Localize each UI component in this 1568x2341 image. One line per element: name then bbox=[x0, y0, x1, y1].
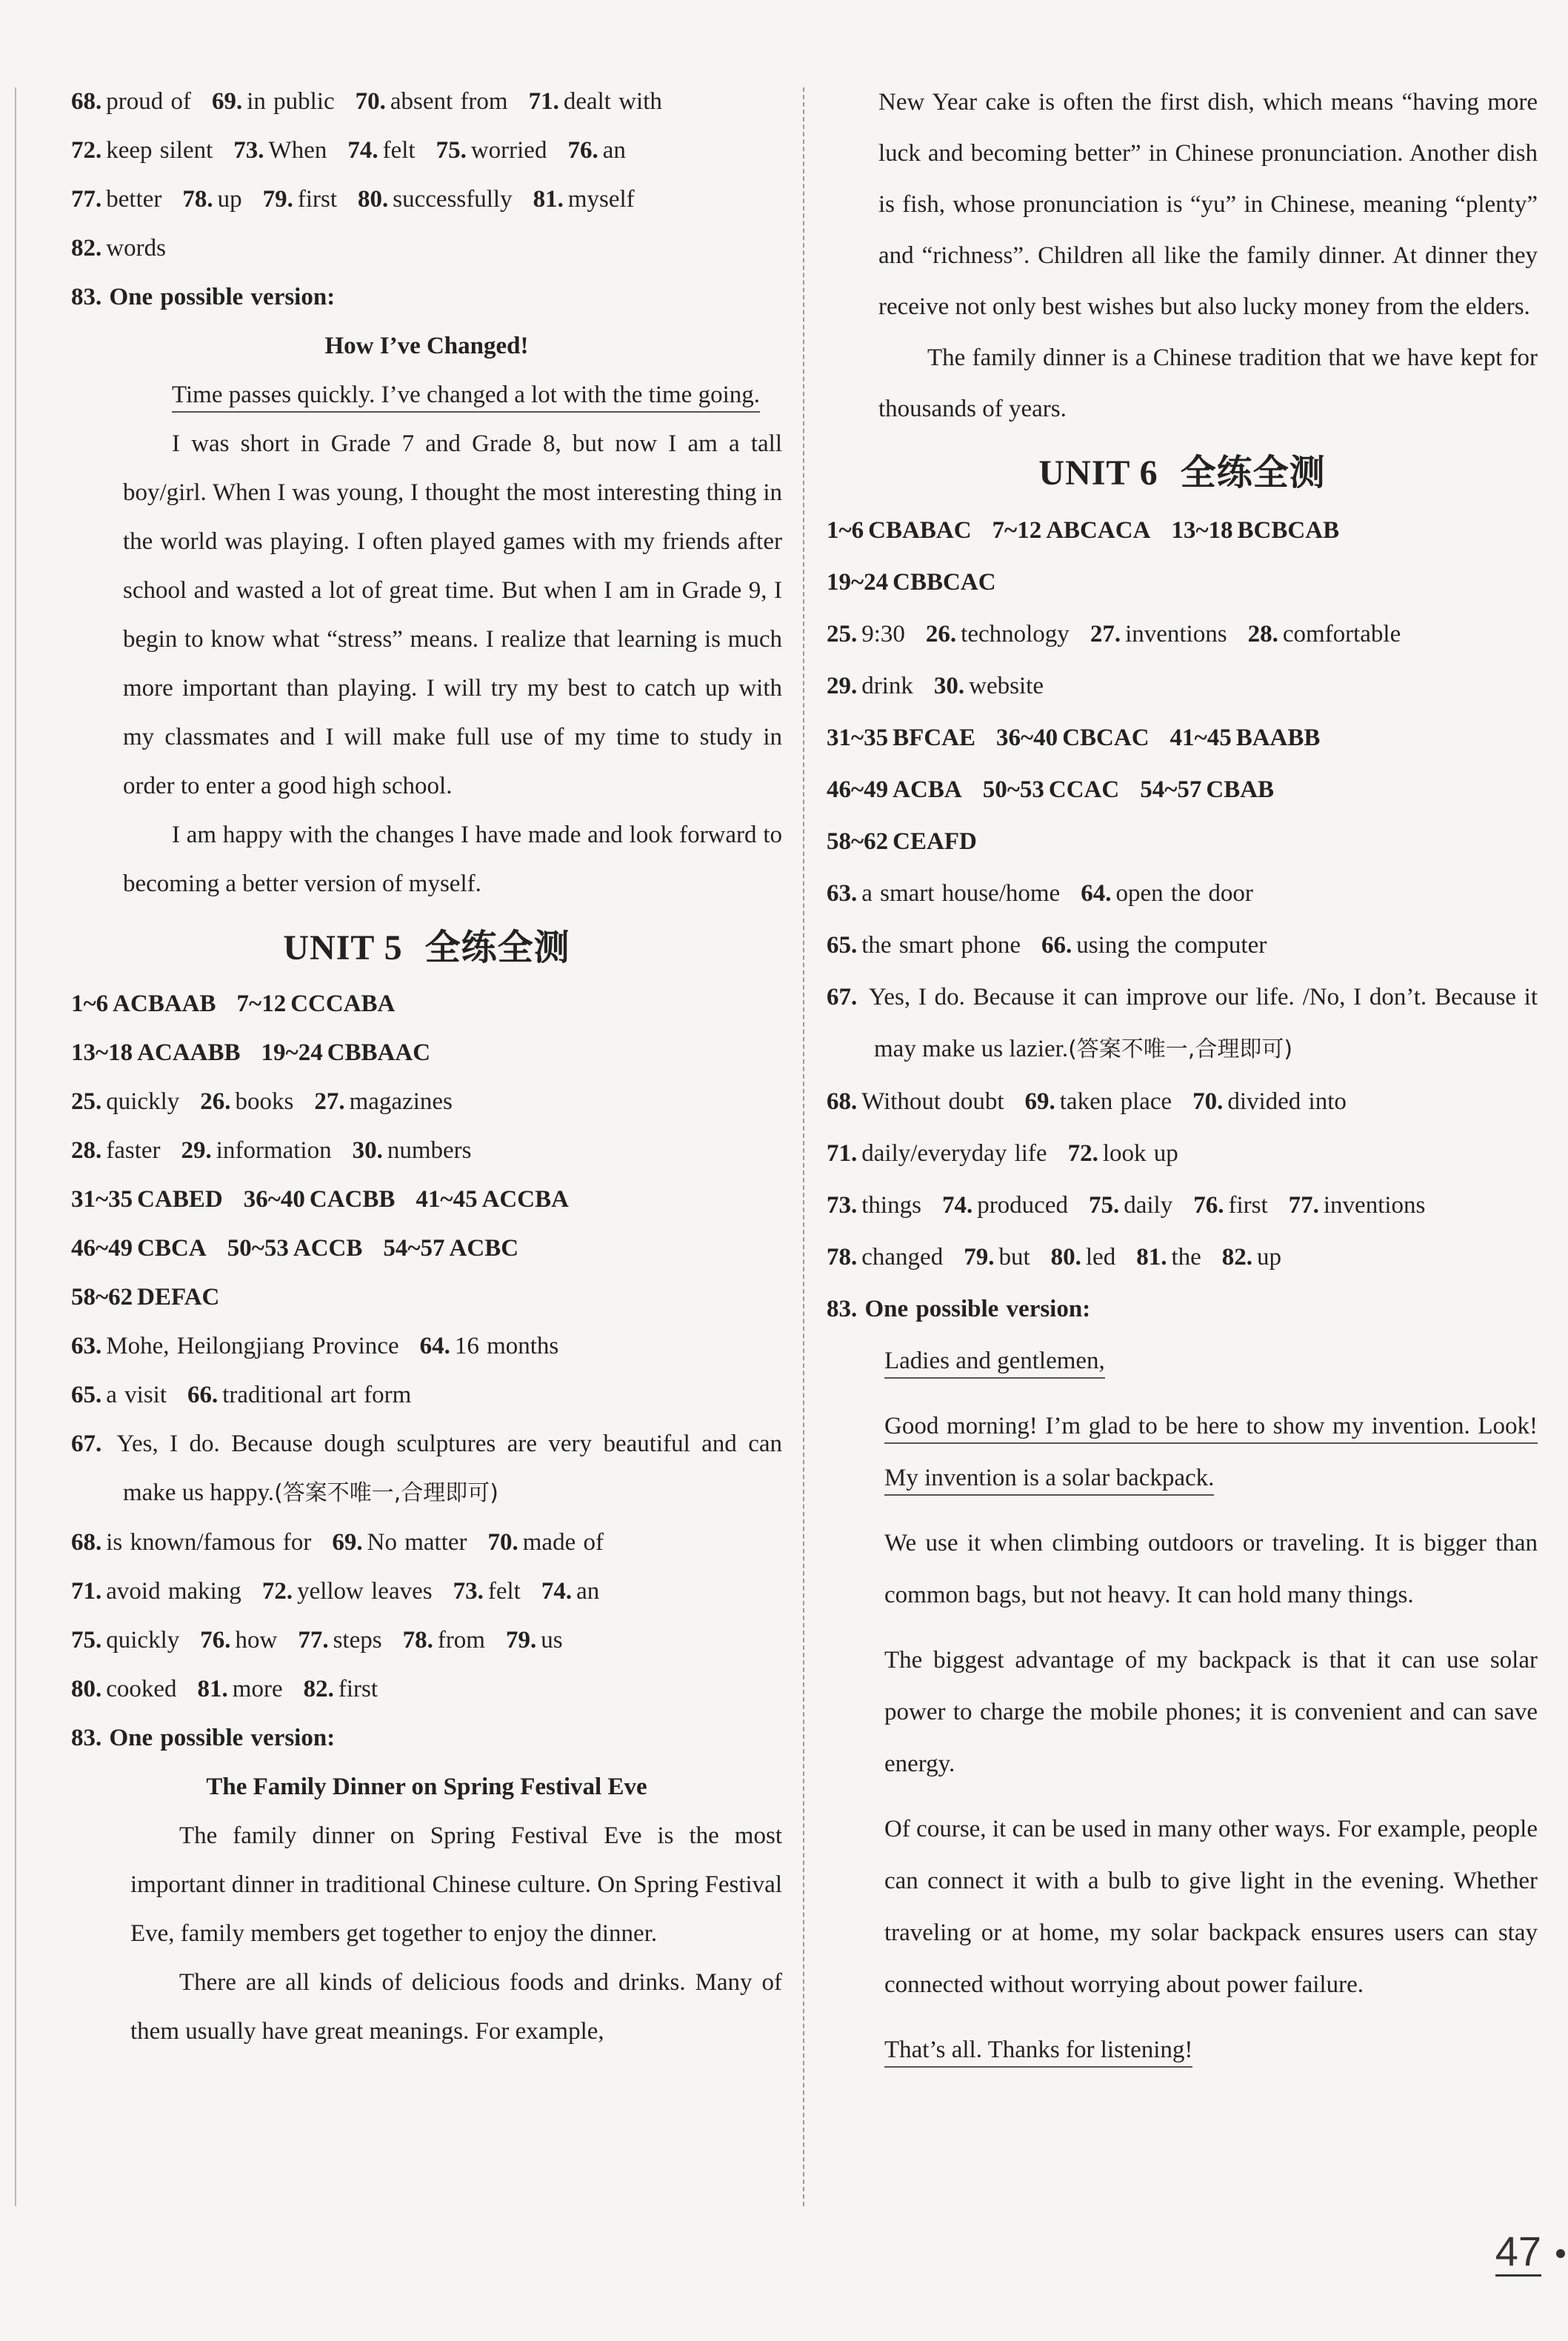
answer-number: 65. bbox=[71, 1382, 102, 1408]
answer-row bbox=[71, 979, 782, 1028]
answer-text: drink bbox=[861, 673, 913, 699]
answer-number: 75. bbox=[436, 137, 467, 164]
answer-text: absent from bbox=[390, 88, 508, 115]
answer-text: avoid making bbox=[106, 1578, 241, 1605]
answer-number: 69. bbox=[332, 1529, 363, 1556]
answer-number: 25. bbox=[71, 1088, 102, 1115]
answer-number: 79. bbox=[262, 186, 293, 213]
unit4-essay-para-2: I was short in Grade 7 and Grade 8, but now I am a tall boy/girl. When I was young, I thought the most interesting thing in the world was playing. I often played games with my friends after school and wasted a lot of great time. But when I am in Grade 9, I begin to know what “stress” means. I realize that learning is much more important than playing. I will try my best to catch up with my classmates and I will make full use of my time to study in order to enter a good high school. bbox=[123, 430, 782, 799]
answer-text: numbers bbox=[387, 1137, 472, 1164]
answer-text: inventions bbox=[1323, 1192, 1426, 1219]
answer-number: 73. bbox=[233, 137, 264, 164]
answer-number: 50~53 bbox=[982, 776, 1044, 803]
answer-row bbox=[71, 1273, 782, 1322]
left-column bbox=[71, 77, 782, 2056]
answer-number: 78. bbox=[402, 1627, 433, 1654]
unit4-essay-para-3: I am happy with the changes I have made and look forward to becoming a better version of myself. bbox=[123, 822, 782, 897]
answer-row bbox=[827, 1179, 1538, 1231]
answer-text: quickly bbox=[106, 1627, 180, 1654]
answer-number: 82. bbox=[71, 235, 102, 262]
unit5-essay-title: The Family Dinner on Spring Festival Eve bbox=[206, 1774, 647, 1800]
answer-row bbox=[827, 764, 1538, 816]
answer-row bbox=[827, 556, 1538, 608]
underlined-sentence: Time passes quickly. I’ve changed a lot with the time going. bbox=[172, 382, 760, 413]
answer-number: 1~6 bbox=[827, 517, 864, 544]
answer-number: 76. bbox=[1193, 1192, 1224, 1219]
answer-number: 13~18 bbox=[1171, 517, 1233, 544]
answer-text: made of bbox=[522, 1529, 604, 1556]
answer-text: using the computer bbox=[1076, 932, 1267, 959]
answer-text: how bbox=[235, 1627, 278, 1654]
unit4-essay-para-1 bbox=[71, 370, 782, 419]
answer-text: divided into bbox=[1227, 1088, 1347, 1115]
answer-text: BFCAE bbox=[893, 725, 976, 751]
answer-row bbox=[71, 1518, 782, 1567]
answer-number: 77. bbox=[1288, 1192, 1319, 1219]
answer-row bbox=[71, 1616, 782, 1665]
answer-text: No matter bbox=[367, 1529, 467, 1556]
answer-text: CBAB bbox=[1206, 776, 1275, 803]
speech-greeting-text: Ladies and gentlemen, bbox=[884, 1348, 1105, 1379]
unit5-essay-label: 83. One possible version: bbox=[71, 1725, 336, 1751]
answer-row bbox=[827, 919, 1538, 971]
answer-row bbox=[827, 712, 1538, 764]
answer-number: 72. bbox=[71, 137, 102, 164]
answer-number: 79. bbox=[964, 1244, 995, 1271]
answer-row bbox=[827, 816, 1538, 868]
speech-closing-text: That’s all. Thanks for listening! bbox=[884, 2037, 1192, 2068]
answer-number: 64. bbox=[1081, 880, 1112, 907]
right-column bbox=[827, 77, 1538, 2076]
unit4-essay-label: 83. One possible version: bbox=[71, 284, 336, 310]
answer-number: 26. bbox=[925, 621, 957, 647]
answer-number: 80. bbox=[1050, 1244, 1081, 1271]
answer-number: 80. bbox=[358, 186, 389, 213]
answer-number: 7~12 bbox=[236, 990, 287, 1017]
answer-text: successfully bbox=[393, 186, 513, 213]
answer-text: felt bbox=[487, 1578, 521, 1605]
answer-number: 64. bbox=[419, 1333, 450, 1359]
answer-number: 70. bbox=[1192, 1088, 1224, 1115]
answer-text: the bbox=[1171, 1244, 1201, 1271]
answer-number: 80. bbox=[71, 1676, 102, 1702]
answer-text: changed bbox=[861, 1244, 944, 1271]
answer-text: CBABAC bbox=[868, 517, 972, 544]
answer-number: 78. bbox=[827, 1244, 858, 1271]
answer-number: 68. bbox=[71, 88, 102, 115]
answer-text: look up bbox=[1102, 1140, 1178, 1167]
answer-number: 19~24 bbox=[827, 569, 889, 596]
q67-text: Yes, I do. Because it can improve our life. /No, I don’t. Because it may make us lazier. bbox=[868, 984, 1538, 1062]
column-divider bbox=[803, 87, 804, 2206]
speech-closing bbox=[884, 2024, 1538, 2076]
answer-text: comfortable bbox=[1282, 621, 1401, 647]
answer-row bbox=[827, 1076, 1538, 1128]
answer-text: 9:30 bbox=[861, 621, 905, 647]
answer-number: 31~35 bbox=[71, 1186, 133, 1213]
answer-number: 82. bbox=[1221, 1244, 1253, 1271]
answer-text: an bbox=[576, 1578, 600, 1605]
answer-text: ABCACA bbox=[1046, 517, 1151, 544]
answer-text: quickly bbox=[106, 1088, 180, 1115]
unit6-q67 bbox=[827, 971, 1538, 1076]
answer-text: steps bbox=[333, 1627, 382, 1654]
unit5-essay-para-1: The family dinner on Spring Festival Eve is the most important dinner in traditional Chinese culture. On Spring Festival Eve, family members get together to enjoy the dinner. bbox=[130, 1822, 782, 1947]
unit6-heading bbox=[827, 441, 1538, 505]
unit6-speech bbox=[827, 1335, 1538, 2076]
answer-text: felt bbox=[382, 137, 416, 164]
answer-number: 25. bbox=[827, 621, 858, 647]
answer-number: 46~49 bbox=[827, 776, 889, 803]
answer-text: ACAABB bbox=[137, 1039, 241, 1066]
answer-number: 71. bbox=[71, 1578, 102, 1605]
answer-text: ACBA bbox=[893, 776, 962, 803]
answer-text: technology bbox=[961, 621, 1070, 647]
answer-number: 50~53 bbox=[227, 1235, 289, 1262]
answer-number: 41~45 bbox=[1170, 725, 1232, 751]
answer-number: 69. bbox=[1024, 1088, 1055, 1115]
answer-row bbox=[827, 608, 1538, 660]
answer-text: first bbox=[1228, 1192, 1268, 1219]
answer-row bbox=[71, 1224, 782, 1273]
answer-number: 69. bbox=[211, 88, 243, 115]
answer-row bbox=[71, 77, 782, 126]
answer-number: 76. bbox=[567, 137, 598, 164]
unit5-essay-para-2-cont: New Year cake is often the first dish, which means “having more luck and becoming better” in Chinese pronunciation. Another dish is fish, whose pronunciation is “yu” in Chinese, meaning “plenty” and “richness”. Children all like the family dinner. At dinner they receive not only best wishes but also lucky money from the elders. bbox=[878, 89, 1538, 320]
answer-text: words bbox=[106, 235, 166, 262]
answer-number: 74. bbox=[541, 1578, 573, 1605]
unit6-answers bbox=[827, 505, 1538, 971]
unit6-essay-label: 83. One possible version: bbox=[827, 1296, 1091, 1322]
answer-number: 70. bbox=[355, 88, 386, 115]
answer-number: 27. bbox=[314, 1088, 345, 1115]
answer-row bbox=[71, 1028, 782, 1077]
answer-number: 7~12 bbox=[992, 517, 1042, 544]
answer-number: 81. bbox=[533, 186, 564, 213]
answer-number: 63. bbox=[71, 1333, 102, 1359]
answer-row bbox=[71, 1322, 782, 1371]
speech-para-4: Of course, it can be used in many other ways. For example, people can connect it with a bulb to give light in the evening. Whether traveling or at home, my solar backpack ensures users can stay connected without worrying about power failure. bbox=[884, 1816, 1538, 1998]
answer-text: CBCAC bbox=[1062, 725, 1150, 751]
answer-text: faster bbox=[106, 1137, 161, 1164]
answer-number: 28. bbox=[1247, 621, 1278, 647]
answer-number: 65. bbox=[827, 932, 858, 959]
answer-number: 27. bbox=[1090, 621, 1121, 647]
answer-text: led bbox=[1085, 1244, 1116, 1271]
unit5-q67 bbox=[71, 1419, 782, 1518]
speech-para-1 bbox=[884, 1400, 1538, 1504]
speech-para-3: The biggest advantage of my backpack is that it can use solar power to charge the mobile phones; it is convenient and can save energy. bbox=[884, 1647, 1538, 1777]
answer-number: 29. bbox=[827, 673, 858, 699]
answer-number: 30. bbox=[933, 673, 965, 699]
answer-text: CBBCAC bbox=[893, 569, 996, 596]
answer-text: CBCA bbox=[137, 1235, 207, 1262]
unit6-heading-label: UNIT 6 bbox=[1038, 453, 1158, 493]
answer-text: ACBAAB bbox=[113, 990, 216, 1017]
answer-number: 75. bbox=[71, 1627, 102, 1654]
answer-number: 26. bbox=[200, 1088, 231, 1115]
unit5-heading-cn: 全练全测 bbox=[424, 927, 570, 968]
answer-number: 30. bbox=[352, 1137, 383, 1164]
answer-number: 72. bbox=[1067, 1140, 1098, 1167]
answer-number: 36~40 bbox=[243, 1186, 305, 1213]
answer-text: first bbox=[297, 186, 338, 213]
answer-text: us bbox=[541, 1627, 563, 1654]
answer-text: in public bbox=[247, 88, 335, 115]
answer-row bbox=[827, 505, 1538, 556]
answer-row bbox=[827, 868, 1538, 919]
answer-text: Mohe, Heilongjiang Province bbox=[106, 1333, 399, 1359]
speech-greeting bbox=[884, 1335, 1538, 1387]
answer-text: is known/famous for bbox=[106, 1529, 312, 1556]
speech-para-1-text: Good morning! I’m glad to be here to show my invention. Look! My invention is a solar backpack. bbox=[884, 1413, 1538, 1496]
answer-number: 77. bbox=[298, 1627, 329, 1654]
answer-row bbox=[71, 1077, 782, 1126]
answer-row bbox=[71, 1126, 782, 1175]
answer-number: 81. bbox=[197, 1676, 228, 1702]
answer-text: cooked bbox=[106, 1676, 177, 1702]
unit5-essay-para-2: There are all kinds of delicious foods and drinks. Many of them usually have great meanings. For example, bbox=[130, 1969, 782, 2045]
answer-text: a visit bbox=[106, 1382, 167, 1408]
page-number-dot bbox=[1556, 2249, 1565, 2258]
answer-number: 66. bbox=[1041, 932, 1072, 959]
answer-number: 78. bbox=[182, 186, 213, 213]
answer-text: proud of bbox=[106, 88, 191, 115]
q67-note: (答案不唯一,合理即可) bbox=[1068, 1036, 1293, 1062]
answer-text: CABED bbox=[137, 1186, 223, 1213]
speech-para-2: We use it when climbing outdoors or traveling. It is bigger than common bags, but not heavy. It can hold many things. bbox=[884, 1530, 1538, 1608]
answer-text: 16 months bbox=[454, 1333, 559, 1359]
answer-text: DEFAC bbox=[137, 1284, 220, 1311]
answer-text: books bbox=[235, 1088, 294, 1115]
answer-number: 79. bbox=[505, 1627, 537, 1654]
answer-text: keep silent bbox=[106, 137, 213, 164]
answer-text: ACBC bbox=[449, 1235, 519, 1262]
answer-text: but bbox=[998, 1244, 1030, 1271]
answer-number: 19~24 bbox=[261, 1039, 323, 1066]
answer-text: website bbox=[969, 673, 1044, 699]
answer-text: daily/everyday life bbox=[861, 1140, 1047, 1167]
answer-number: 71. bbox=[528, 88, 559, 115]
answer-text: Without doubt bbox=[861, 1088, 1004, 1115]
unit5-heading bbox=[71, 916, 782, 979]
answer-number: 13~18 bbox=[71, 1039, 133, 1066]
answer-number: 54~57 bbox=[383, 1235, 445, 1262]
left-margin-rule bbox=[15, 87, 16, 2206]
unit5-answers-2 bbox=[71, 1518, 782, 1714]
answer-number: 74. bbox=[347, 137, 378, 164]
answer-text: better bbox=[106, 186, 162, 213]
answer-text: up bbox=[217, 186, 242, 213]
answer-number: 70. bbox=[487, 1529, 518, 1556]
answer-text: CCCABA bbox=[290, 990, 396, 1017]
unit5-essay-para-3: The family dinner is a Chinese tradition that we have kept for thousands of years. bbox=[878, 344, 1538, 422]
answer-text: more bbox=[232, 1676, 283, 1702]
answer-text: from bbox=[437, 1627, 485, 1654]
answer-text: When bbox=[268, 137, 327, 164]
answer-row bbox=[71, 224, 782, 273]
answer-number: 77. bbox=[71, 186, 102, 213]
answer-row bbox=[71, 175, 782, 224]
answer-number: 63. bbox=[827, 880, 858, 907]
answer-number: 41~45 bbox=[416, 1186, 478, 1213]
q67-number: 67. bbox=[71, 1431, 102, 1457]
answer-text: the smart phone bbox=[861, 932, 1021, 959]
answer-text: ACCBA bbox=[481, 1186, 569, 1213]
answer-text: worried bbox=[470, 137, 547, 164]
answer-row bbox=[71, 1567, 782, 1616]
answer-number: 72. bbox=[261, 1578, 293, 1605]
answer-text: first bbox=[338, 1676, 378, 1702]
answer-row bbox=[71, 1371, 782, 1419]
answer-text: inventions bbox=[1125, 621, 1227, 647]
answer-text: daily bbox=[1124, 1192, 1173, 1219]
answer-text: things bbox=[861, 1192, 921, 1219]
unit4-answers bbox=[71, 77, 782, 273]
answer-text: dealt with bbox=[563, 88, 662, 115]
answer-text: yellow leaves bbox=[297, 1578, 433, 1605]
answer-text: a smart house/home bbox=[861, 880, 1061, 907]
answer-number: 31~35 bbox=[827, 725, 889, 751]
answer-number: 1~6 bbox=[71, 990, 109, 1017]
answer-text: open the door bbox=[1115, 880, 1253, 907]
answer-number: 36~40 bbox=[996, 725, 1058, 751]
answer-text: ACCB bbox=[293, 1235, 363, 1262]
answer-number: 75. bbox=[1088, 1192, 1120, 1219]
answer-text: taken place bbox=[1059, 1088, 1172, 1115]
answer-text: BCBCAB bbox=[1237, 517, 1340, 544]
answer-number: 71. bbox=[827, 1140, 858, 1167]
answer-text: up bbox=[1257, 1244, 1282, 1271]
unit6-heading-cn: 全练全测 bbox=[1180, 452, 1326, 493]
answer-number: 54~57 bbox=[1140, 776, 1202, 803]
answer-text: myself bbox=[567, 186, 635, 213]
answer-text: produced bbox=[977, 1192, 1068, 1219]
q67-text: Yes, I do. Because dough sculptures are very beautiful and can make us happy. bbox=[116, 1431, 783, 1506]
unit4-essay-title: How I’ve Changed! bbox=[324, 333, 529, 359]
answer-number: 29. bbox=[181, 1137, 212, 1164]
page-number: 47 bbox=[1495, 2228, 1541, 2277]
answer-row bbox=[827, 660, 1538, 712]
answer-number: 66. bbox=[187, 1382, 218, 1408]
q67-note: (答案不唯一,合理即可) bbox=[274, 1480, 499, 1506]
answer-text: BAABB bbox=[1235, 725, 1321, 751]
answer-text: CBBAAC bbox=[327, 1039, 431, 1066]
unit5-heading-label: UNIT 5 bbox=[283, 928, 403, 968]
answer-number: 58~62 bbox=[71, 1284, 133, 1311]
answer-row bbox=[71, 1175, 782, 1224]
answer-number: 76. bbox=[200, 1627, 231, 1654]
answer-number: 68. bbox=[827, 1088, 858, 1115]
q67-number: 67. bbox=[827, 984, 858, 1010]
answer-number: 58~62 bbox=[827, 828, 889, 855]
answer-text: CACBB bbox=[309, 1186, 396, 1213]
answer-number: 68. bbox=[71, 1529, 102, 1556]
answer-text: traditional art form bbox=[222, 1382, 412, 1408]
unit5-answers bbox=[71, 979, 782, 1419]
answer-number: 28. bbox=[71, 1137, 102, 1164]
answer-number: 73. bbox=[827, 1192, 858, 1219]
answer-number: 46~49 bbox=[71, 1235, 133, 1262]
answer-number: 73. bbox=[453, 1578, 484, 1605]
answer-number: 82. bbox=[303, 1676, 334, 1702]
answer-number: 74. bbox=[941, 1192, 973, 1219]
answer-text: an bbox=[602, 137, 626, 164]
answer-row bbox=[71, 126, 782, 175]
unit6-answers-2 bbox=[827, 1076, 1538, 1283]
answer-text: CCAC bbox=[1048, 776, 1120, 803]
answer-number: 81. bbox=[1136, 1244, 1167, 1271]
answer-text: CEAFD bbox=[893, 828, 977, 855]
answer-row bbox=[827, 1128, 1538, 1179]
answer-row bbox=[71, 1665, 782, 1714]
answer-row bbox=[827, 1231, 1538, 1283]
answer-text: magazines bbox=[349, 1088, 453, 1115]
answer-text: information bbox=[216, 1137, 332, 1164]
